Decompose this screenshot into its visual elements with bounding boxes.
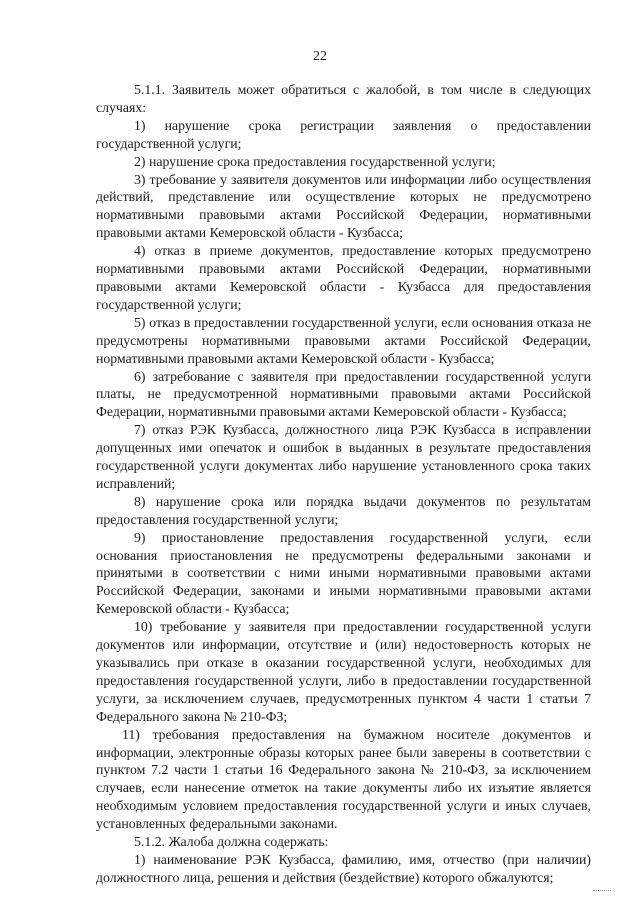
list-item-11: 11) требования предоставления на бумажном носителе документов и информации, электронные образы которых ранее были заверены в соответствии с пунктом 7.2 части 1 статьи 16 Федерального закона № 210-ФЗ, за исключением случаев, если нанесение отметок на такие документы либо их изъятие является необходимым условием предоставления государственной услуги и иных случаев, установленных федеральными законами. [96, 726, 591, 832]
list-item-10: 10) требование у заявителя при предоставлении государственной услуги документов или информации, отсутствие и (или) недостоверность которых не указывались при отказе в оказании государственной услуги, необходимых для предоставления государственной услуги, либо в предоставлении государственной услуги, за исключением случаев, предусмотренных пунктом 4 части 1 статьи 7 Федерального закона № 210-ФЗ; [96, 619, 591, 724]
list-item-6: 6) затребование с заявителя при предоставлении государственной услуги платы, не предусмотренной нормативными правовыми актами Российской Федерации, нормативными правовыми актами Кемеровской области - Кузбасса; [96, 368, 591, 420]
list-item-4: 4) отказ в приеме документов, предоставление которых предусмотрено нормативными правовыми актами Российской Федерации, нормативными правовыми актами Кемеровской области - Кузбасса для предоставления государственной услуги; [96, 243, 591, 312]
list-item-3: 3) требование у заявителя документов или информации либо осуществления действий, представление или осуществление которых не предусмотрено нормативными правовыми актами Российской Федерации, нормативными правовыми актами Кемеровской области - Кузбасса; [96, 171, 591, 241]
list-item-7: 7) отказ РЭК Кузбасса, должностного лица РЭК Кузбасса в исправлении допущенных ими опечаток и ошибок в выданных в результате предоставления государственной услуги документах либо нарушение установленного срока таких исправлений; [96, 422, 591, 491]
paragraph-5-1-2: 5.1.2. Жалоба должна содержать: [134, 834, 329, 850]
complaint-item-1: 1) наименование РЭК Кузбасса, фамилию, имя, отчество (при наличии) должностного лица, решения и действия (бездействие) которого обжалуются; [96, 851, 591, 885]
list-item-2: 2) нарушение срока предоставления государственной услуги; [134, 153, 496, 169]
list-item-8: 8) нарушение срока или порядка выдачи документов по результатам предоставления государственной услуги; [96, 493, 591, 527]
document-body [96, 81, 591, 887]
list-item-1: 1) нарушение срока регистрации заявления о предоставлении государственной услуги; [96, 117, 591, 151]
list-item-9: 9) приостановление предоставления государственной услуги, если основания приостановления не предусмотрены федеральными законами и принятыми в соответствии с ними иными нормативными правовыми актами Российской Федерации, законами и иными нормативными правовыми актами Кемеровской области - Кузбасса; [96, 529, 591, 617]
scan-artifact [593, 890, 611, 893]
page-number: 22 [313, 49, 327, 64]
paragraph-5-1-1: 5.1.1. Заявитель может обратиться с жалобой, в том числе в следующих случаях: [96, 82, 591, 115]
list-item-5: 5) отказ в предоставлении государственной услуги, если основания отказа не предусмотрены нормативными правовыми актами Российской Федерации, нормативными правовыми актами Кемеровской области - Кузбасса; [96, 314, 591, 366]
